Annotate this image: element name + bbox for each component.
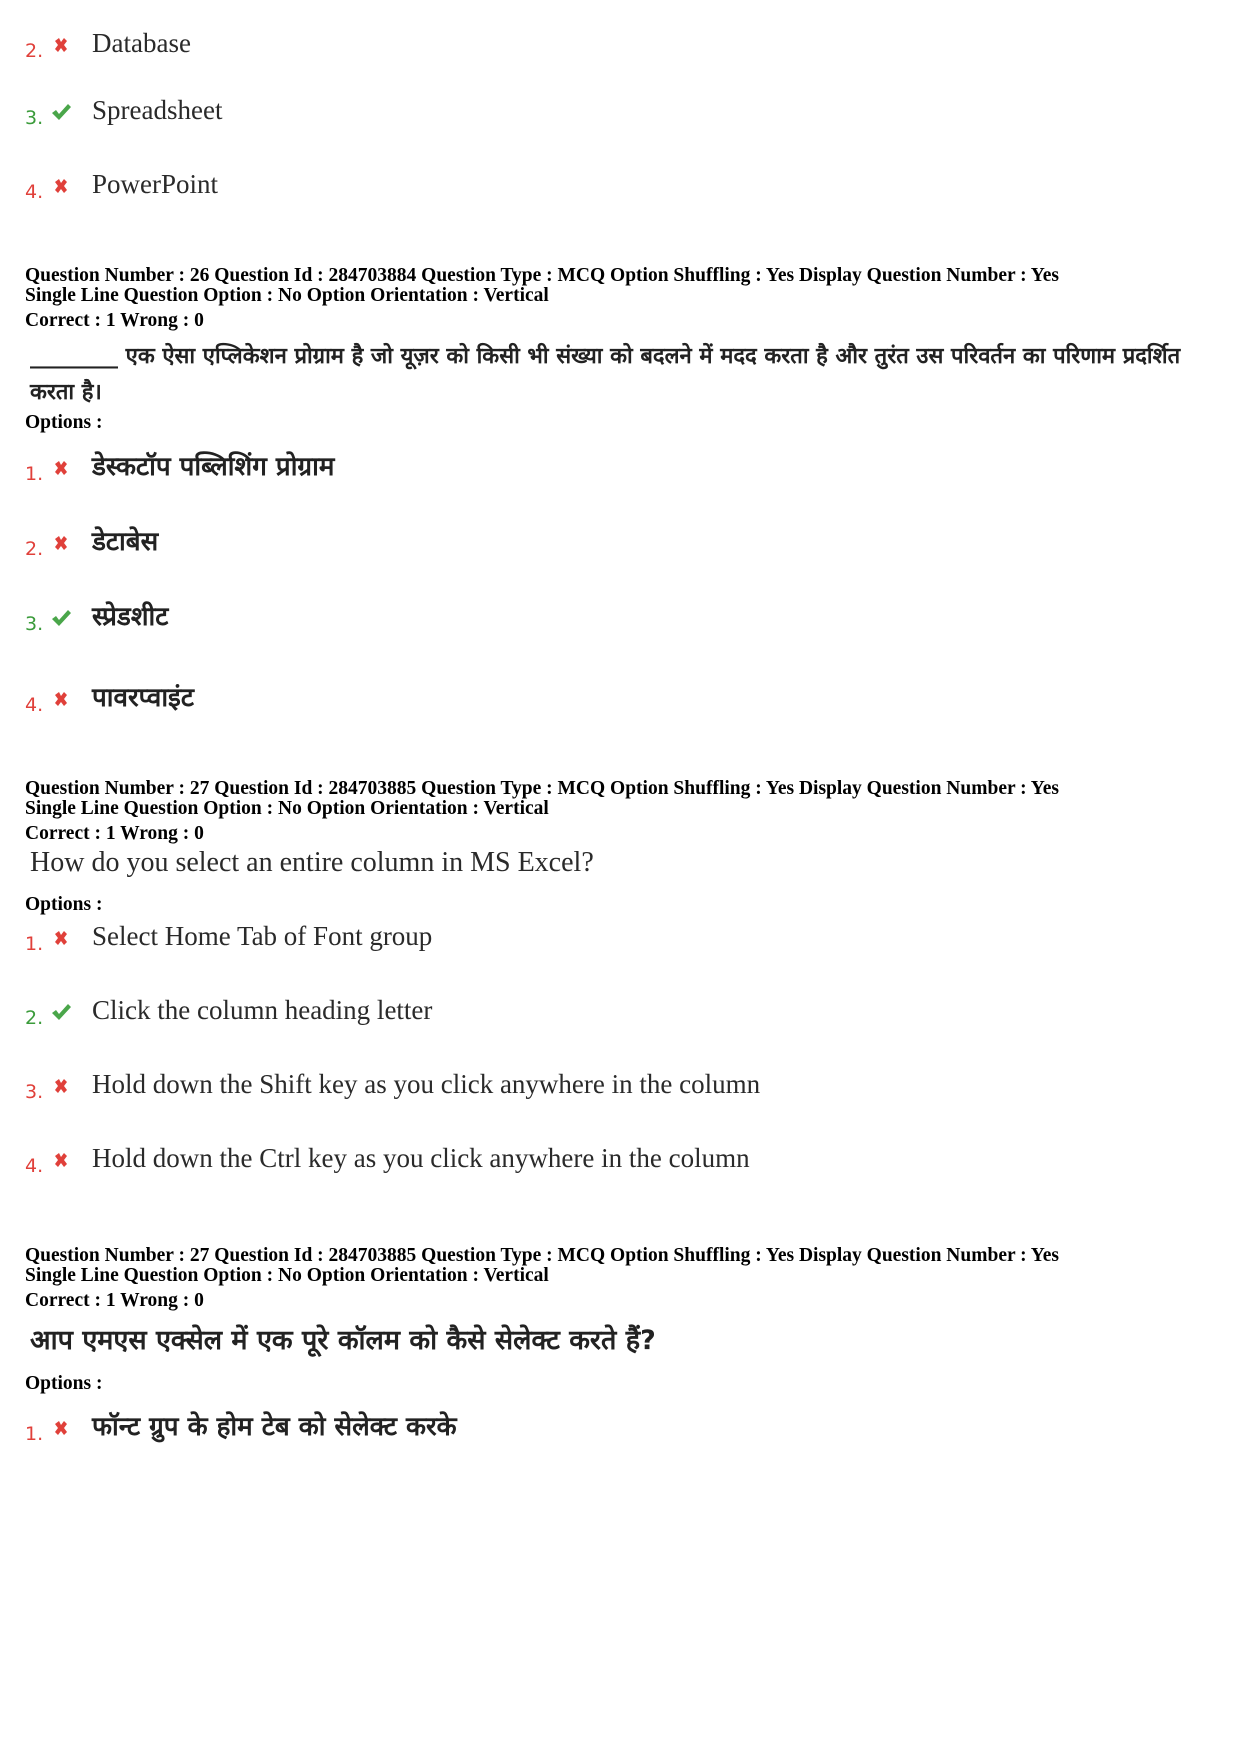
question-meta-line2: Single Line Question Option : No Option Orientation : Vertical: [25, 285, 549, 306]
option-row: [22, 921, 1172, 961]
option-text: Click the column heading letter: [92, 995, 433, 1025]
option-row: [22, 28, 1172, 68]
wrong-cross-icon: [50, 688, 72, 710]
wrong-cross-icon: [50, 457, 72, 479]
question-score: Correct : 1 Wrong : 0: [25, 823, 204, 844]
option-number: 2.: [25, 538, 44, 560]
wrong-cross-icon: [50, 927, 72, 949]
question-text: ________ एक ऐसा एप्लिकेशन प्रोग्राम है जो यूज़र को किसी भी संख्या को बदलने में मदद करता है और तुरंत उस परिवर्तन का परिणाम प्रदर्शित करता है।: [30, 344, 1181, 405]
option-number: 2.: [25, 1007, 44, 1029]
question-meta-line1: Question Number : 26 Question Id : 284703884 Question Type : MCQ Option Shuffling : Yes Display Question Number : Yes: [25, 265, 1059, 286]
option-text: Select Home Tab of Font group: [92, 921, 433, 951]
option-text: Hold down the Ctrl key as you click anywhere in the column: [92, 1143, 750, 1173]
option-text: डेटाबेस: [92, 527, 159, 557]
wrong-cross-icon: [50, 175, 72, 197]
question-meta-line1: Question Number : 27 Question Id : 284703885 Question Type : MCQ Option Shuffling : Yes Display Question Number : Yes: [25, 778, 1059, 799]
question-text: आप एमएस एक्सेल में एक पूरे कॉलम को कैसे सेलेक्ट करते हैं?: [30, 1325, 656, 1356]
option-number: 3.: [25, 1081, 44, 1103]
wrong-cross-icon: [50, 1075, 72, 1097]
option-number: 4.: [25, 694, 44, 716]
option-text: डेस्कटॉप पब्लिशिंग प्रोग्राम: [92, 452, 335, 482]
option-number: 4.: [25, 181, 44, 203]
options-label: Options :: [25, 412, 103, 433]
option-text: Database: [92, 28, 191, 58]
option-text: पावरप्वाइंट: [92, 683, 194, 713]
option-row: [22, 451, 1172, 491]
wrong-cross-icon: [50, 1149, 72, 1171]
correct-check-icon: [50, 607, 72, 629]
wrong-cross-icon: [50, 1417, 72, 1439]
option-text: PowerPoint: [92, 169, 219, 199]
option-text: फॉन्ट ग्रुप के होम टेब को सेलेक्ट करके: [92, 1412, 457, 1442]
option-text: Spreadsheet: [92, 95, 223, 125]
option-row: [22, 526, 1172, 566]
options-label: Options :: [25, 1373, 103, 1394]
option-row: [22, 995, 1172, 1035]
option-number: 3.: [25, 613, 44, 635]
option-row: [22, 1069, 1172, 1109]
question-meta-line2: Single Line Question Option : No Option Orientation : Vertical: [25, 1265, 549, 1286]
option-row: [22, 601, 1172, 641]
correct-check-icon: [50, 101, 72, 123]
option-number: 1.: [25, 1423, 44, 1445]
option-row: [22, 169, 1172, 209]
option-row: [22, 682, 1172, 722]
option-number: 1.: [25, 463, 44, 485]
option-text: स्प्रेडशीट: [92, 602, 169, 632]
option-row: [22, 95, 1172, 135]
options-label: Options :: [25, 894, 103, 915]
option-row: [22, 1143, 1172, 1183]
wrong-cross-icon: [50, 34, 72, 56]
option-number: 4.: [25, 1155, 44, 1177]
correct-check-icon: [50, 1001, 72, 1023]
wrong-cross-icon: [50, 532, 72, 554]
option-number: 3.: [25, 107, 44, 129]
question-meta-line1: Question Number : 27 Question Id : 284703885 Question Type : MCQ Option Shuffling : Yes Display Question Number : Yes: [25, 1245, 1059, 1266]
question-score: Correct : 1 Wrong : 0: [25, 1290, 204, 1311]
option-number: 1.: [25, 933, 44, 955]
question-text: How do you select an entire column in MS Excel?: [30, 847, 594, 878]
option-number: 2.: [25, 40, 44, 62]
question-meta-line2: Single Line Question Option : No Option Orientation : Vertical: [25, 798, 549, 819]
option-text: Hold down the Shift key as you click anywhere in the column: [92, 1069, 761, 1099]
question-score: Correct : 1 Wrong : 0: [25, 310, 204, 331]
option-row: [22, 1411, 1172, 1451]
